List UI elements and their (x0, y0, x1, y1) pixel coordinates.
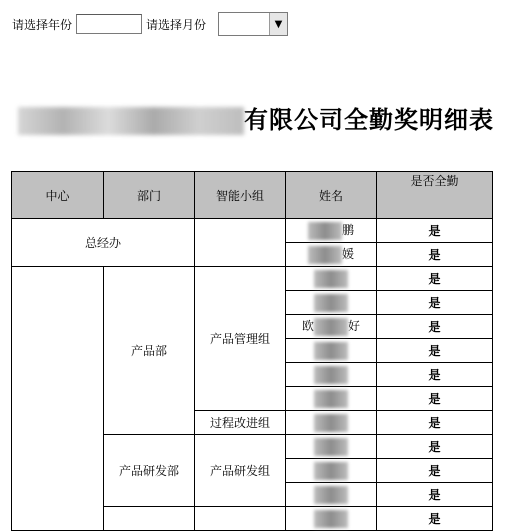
group-cell: 产品研发组 (195, 435, 286, 507)
group-cell: 过程改进组 (195, 411, 286, 435)
redacted-name (314, 438, 348, 456)
redacted-name (314, 390, 348, 408)
redacted-name (314, 486, 348, 504)
year-input[interactable] (76, 14, 142, 34)
name-cell (286, 483, 377, 507)
header-name: 姓名 (286, 172, 377, 219)
group-cell: 产品管理组 (195, 267, 286, 411)
name-cell: 鹏 (286, 219, 377, 243)
redacted-name (314, 342, 348, 360)
center-cell (12, 267, 104, 531)
name-cell (286, 267, 377, 291)
attendance-flag: 是 (377, 339, 493, 363)
attendance-flag: 是 (377, 387, 493, 411)
attendance-flag: 是 (377, 315, 493, 339)
filter-bar (12, 12, 288, 36)
header-department: 部门 (104, 172, 195, 219)
department-cell: 产品研发部 (104, 435, 195, 507)
department-cell (104, 507, 195, 531)
header-group: 智能小组 (195, 172, 286, 219)
redacted-name (314, 462, 348, 480)
attendance-flag: 是 (377, 411, 493, 435)
name-cell (286, 291, 377, 315)
redacted-name (308, 246, 342, 264)
redacted-name (314, 366, 348, 384)
report-title-text: 有限公司全勤奖明细表 (244, 106, 494, 134)
attendance-flag: 是 (377, 507, 493, 531)
group-cell (195, 219, 286, 267)
redacted-name (308, 222, 342, 240)
attendance-table (11, 171, 493, 531)
year-label: 请选择年份 (12, 17, 73, 32)
name-cell (286, 363, 377, 387)
name-cell (286, 411, 377, 435)
attendance-flag: 是 (377, 483, 493, 507)
group-cell (195, 507, 286, 531)
name-cell (286, 435, 377, 459)
name-cell (286, 339, 377, 363)
report-title (18, 100, 494, 135)
table-row (12, 219, 493, 243)
dropdown-arrow-icon[interactable]: ▼ (269, 13, 287, 35)
month-value (219, 13, 269, 35)
table-header-row (12, 172, 493, 219)
department-cell: 产品部 (104, 267, 195, 435)
center-cell: 总经办 (12, 219, 195, 267)
name-cell (286, 507, 377, 531)
attendance-flag: 是 (377, 459, 493, 483)
header-full-attendance: 是否全勤 (377, 172, 493, 219)
table-row (12, 267, 493, 291)
attendance-flag: 是 (377, 435, 493, 459)
attendance-flag: 是 (377, 267, 493, 291)
attendance-flag: 是 (377, 363, 493, 387)
name-cell: 欧 好 (286, 315, 377, 339)
name-cell (286, 459, 377, 483)
attendance-flag: 是 (377, 243, 493, 267)
month-select[interactable] (218, 12, 288, 36)
redacted-name (314, 270, 348, 288)
attendance-flag: 是 (377, 219, 493, 243)
redacted-name (314, 318, 348, 336)
attendance-flag: 是 (377, 291, 493, 315)
name-cell (286, 387, 377, 411)
redacted-name (314, 510, 348, 528)
redacted-company-name (18, 107, 244, 135)
header-center: 中心 (12, 172, 104, 219)
name-cell: 媛 (286, 243, 377, 267)
month-label: 请选择月份 (146, 17, 207, 32)
redacted-name (314, 294, 348, 312)
redacted-name (314, 414, 348, 432)
